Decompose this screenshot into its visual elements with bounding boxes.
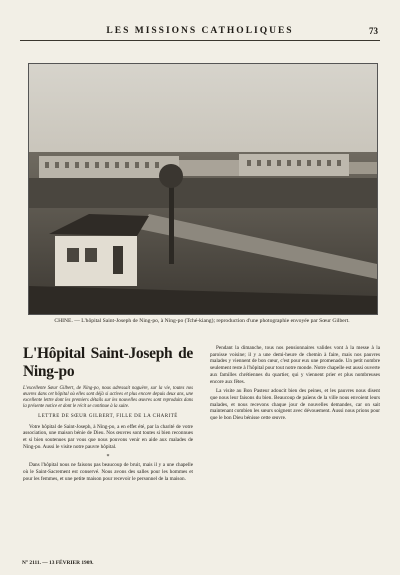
article-title: L'Hôpital Saint-Joseph de Ning-po (23, 345, 193, 380)
paragraph: Votre hôpital de Saint-Joseph, à Ning-po, a en effet été, par la charité de votre association, une maison bénie de Dieu. Nos œuvres sont toutes si bien reconnues et si bien soutenues par vous que nous pouvons venir en aide aux malades de Ning-po. Aussi le visite notre pauvre hôpital. (23, 423, 193, 450)
header-rule (20, 40, 380, 41)
photo-caption: CHINE. — L'hôpital Saint-Joseph de Ning-po, à Ning-po (Tché-kiang); reproduction d'une photographie envoyée par Sœur Gilbert. (54, 318, 350, 324)
journal-title: LES MISSIONS CATHOLIQUES (106, 26, 294, 36)
photograph-hospital-compound-icon (29, 64, 377, 314)
paragraph: Pendant la dimanche, tous nos pensionnaires valides vont à la messe à la paroisse voisine; il y a une demi-heure de chemin à faire, mais nos pauvres malades y viennent de bon cœur, c'est pour eux une promenade. Un petit nombre seulement reste à l'hôpital pour tout notre monde. Notre chapelle est aussi ouverte aux familles chrétiennes du quartier, qui y viennent prier et plus nombreuses encore aux fêtes. (210, 345, 380, 385)
paragraph: Dans l'hôpital nous ne faisons pas beaucoup de bruit, mais il y a une chapelle où le Saint-Sacrement est conservé. Nous avons des salles pour les hommes et pour les femmes, et une petite maison pour recevoir le personnel de la maison. (23, 462, 193, 482)
paragraph: La visite au Bon Pasteur adoucit bien des peines, et les pauvres nous disent que nous leur faisons du bien. Beaucoup de païens de la ville nous envoient leurs malades, et nous recevons chaque jour de nouvelles demandes, car on sait maintenant combien les sœurs soignent avec dévouement. Aussi nous prions pour que le bon Dieu bénisse cette œuvre. (210, 388, 380, 422)
left-column (23, 345, 193, 485)
hospital-photograph (28, 63, 378, 315)
article-byline: LETTRE DE SŒUR GILBERT, FILLE DE LA CHARITÉ (38, 414, 178, 419)
issue-footer: N° 2111. — 13 FÉVRIER 1909. (22, 560, 94, 566)
section-divider-icon: * (106, 453, 110, 460)
article-intro: L'excellente Sœur Gilbert, de Ning-po, nous adressait naguère, sur la vie, toutes nos œuvres dans cet hôpital où elles sont déjà si actives et plus encore depuis deux ans, une excellente lettre dont les premiers détails sur les nouvelles œuvres sont reproduits dans la présente notice et dont le récit se continue à la suite. (23, 386, 193, 409)
page-number: 73 (369, 26, 378, 36)
page-header (20, 26, 380, 46)
right-column (210, 345, 380, 425)
